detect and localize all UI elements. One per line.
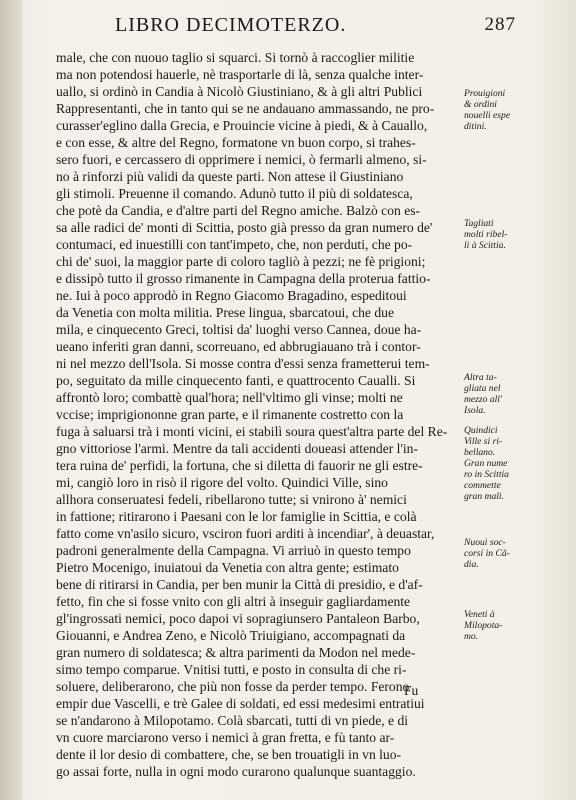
text-line: vn cuore marciarono verso i nemici à gran fretta, e fù tanto ar- (56, 730, 395, 745)
margin-note-line: ro in Scittia (464, 469, 509, 480)
margin-note-line: molti ribel- (464, 229, 508, 240)
text-line: simo tempo comparue. Vnitisi tutti, e posto in consulta di che ri- (56, 662, 407, 677)
text-line: gran numero di soldatesca; & altra parimenti da Modon nel mede- (56, 645, 416, 660)
margin-note-line: Altra ta- (464, 372, 497, 383)
margin-note-line: Nuoui soc- (464, 537, 506, 548)
text-line: Pietro Mocenigo, inuiatoui da Venetia con altra gente; estimato (56, 560, 399, 575)
page-number: 287 (484, 14, 516, 35)
text-line: allhora conseruatesi fedeli, ribellarono tutte; si vnirono à' nemici (56, 492, 407, 507)
text-line: male, che con nuouo taglio si squarci. Si tornò à raccoglier militie (56, 50, 415, 65)
text-line: mi, cangiò loro in risò il rigore del volto. Quindici Ville, sino (56, 475, 388, 490)
margin-note-line: Ville si ri- (464, 436, 503, 447)
text-line: Giouanni, e Andrea Zeno, e Nicolò Triuigiano, accompagnati da (56, 628, 406, 643)
text-line: da Venetia con molta militia. Prese lingua, sbarcatoui, che due (56, 305, 394, 320)
text-line: Rappresentanti, che in tanto qui se ne andauano ammassando, ne pro- (56, 101, 435, 116)
margin-note-line: mezzo all' (464, 394, 503, 405)
text-line: e dissipò tutto il grosso rimanente in Campagna della proterua fattio- (56, 271, 431, 286)
text-line: affrontò loro; combattè qual'hora; nell'vltimo gli vinse; molti ne (56, 390, 403, 405)
margin-note-line: gran mali. (464, 491, 504, 502)
text-line: ma non potendosi hauerle, nè trasportarle di là, senza qualche inter- (56, 67, 424, 82)
margin-note-line: Veneti à (464, 609, 495, 620)
text-line: che potè da Candia, e d'altre parti del Regno amiche. Balzò con es- (56, 203, 421, 218)
text-line: mila, e cinquecento Greci, toltisi da' luoghi verso Cannea, doue ha- (56, 322, 422, 337)
text-line: dente il lor desio di combattere, che, se ben trouatigli in vn luo- (56, 747, 402, 762)
text-line: contumaci, ed inuestilli con tant'impeto, che, non perduti, che po- (56, 237, 413, 252)
page-gutter (0, 0, 22, 800)
text-line: fatto come vn'asilo sicuro, vsciron fuori arditi à incendiar', à deuastar, (56, 526, 435, 541)
text-line: fetto, fin che si fosse vnito con gli altri à inseguir gagliardamente (56, 594, 411, 609)
text-line: e con esse, & altre del Regno, formatone vn buon corpo, si trahes- (56, 135, 416, 150)
catchword: Fu (404, 683, 419, 698)
margin-note (464, 218, 572, 251)
margin-note (464, 425, 572, 502)
margin-note-line: Gran nume (464, 458, 508, 469)
margin-note-line: Milopota- (464, 620, 503, 631)
text-line: gli stimoli. Preuenne il comando. Adunò tutto il più di soldatesca, (56, 186, 413, 201)
margin-note-line: nouelli espe (464, 110, 511, 121)
text-line: ne. Iui à poco approdò in Regno Giacomo Bragadino, espeditoui (56, 288, 407, 303)
margin-note-line: & ordini (464, 99, 497, 110)
margin-note-line: Isola. (464, 405, 486, 416)
text-line: ni nel mezzo dell'Isola. Si mosse contra d'essi senza frametterui tem- (56, 356, 430, 371)
margin-note-line: dia. (464, 559, 479, 570)
margin-note-line: commette (464, 480, 501, 491)
margin-note (464, 88, 572, 132)
text-line: se n'andarono à Milopotamo. Colà sbarcati, tutti di vn piede, e di (56, 713, 409, 728)
text-line: tera ruina de' perfidi, la fortuna, che si diletta di fauorir ne gli estre- (56, 458, 423, 473)
margin-note-line: bellano. (464, 447, 496, 458)
text-line: padroni generalmente della Campagna. Vi arriuò in questo tempo (56, 543, 411, 558)
margin-note-line: mo. (464, 631, 479, 642)
text-line: empir due Vascelli, e trè Galee di soldati, ed essi medesimi entratiui (56, 696, 425, 711)
text-line: curasser'eglino dalla Grecia, e Prouincie vicine à piedi, & à Cauallo, (56, 118, 428, 133)
margin-note-line: Tagliati (464, 218, 494, 229)
text-line: sero fuori, e cercassero di opprimere i nemici, ò fermarli almeno, si- (56, 152, 427, 167)
margin-note-line: Quindici (464, 425, 498, 436)
body-text (56, 49, 450, 780)
margin-note-line: Prouigioni (464, 88, 506, 99)
margin-note-line: corsi in Cã- (464, 548, 510, 559)
margin-note-line: gliata nel (464, 383, 501, 394)
text-line: soluere, deliberarono, che più non fosse da perder tempo. Ferono (56, 679, 410, 694)
text-line: sa alle radici de' monti di Scittia, posto già presso da gran numero de' (56, 220, 433, 235)
text-line: no à rinforzi più validi da queste parti. Non attese il Giustiniano (56, 169, 404, 184)
text-line: vccise; imprigiononne gran parte, e il rimanente costretto con la (56, 407, 404, 422)
running-title: LIBRO DECIMOTERZO. (115, 14, 347, 36)
text-line: chi de' suoi, la maggior parte di coloro tagliò à pezzi; ne fè prigioni; (56, 254, 426, 269)
margin-note (464, 609, 572, 642)
text-line: gno vittoriose l'armi. Mentre da tali accidenti doueasi attender l'in- (56, 441, 418, 456)
text-line: po, seguitato da mille cinquecento fanti, e quattrocento Caualli. Si (56, 373, 416, 388)
text-line: in fattione; ritirarono i Paesani con le lor famiglie in Scittia, e colà (56, 509, 417, 524)
margin-note (464, 372, 572, 416)
text-line: go assai forte, nulla in ogni modo curarono qualunque suantaggio. (56, 764, 416, 779)
margin-note-line: li à Scittia. (464, 240, 506, 251)
margin-note-line: ditini. (464, 121, 487, 132)
text-line: gl'ingrossati nemici, poco dapoi vi sopragiunsero Pantaleon Barbo, (56, 611, 420, 626)
text-line: fuga à saluarsi trà i monti vicini, ei stabilì soura quest'altra parte del Re- (56, 424, 448, 439)
text-line: ueano inferiti gran danni, scorreuano, ed abbrugiauano trà i contor- (56, 339, 421, 354)
text-line: uallo, si ordinò in Candia à Nicolò Giustiniano, & à gli altri Publici (56, 84, 423, 99)
text-line: bene di ritirarsi in Candia, per ben munir la Città di presidio, e d'af- (56, 577, 423, 592)
margin-note (464, 537, 572, 570)
